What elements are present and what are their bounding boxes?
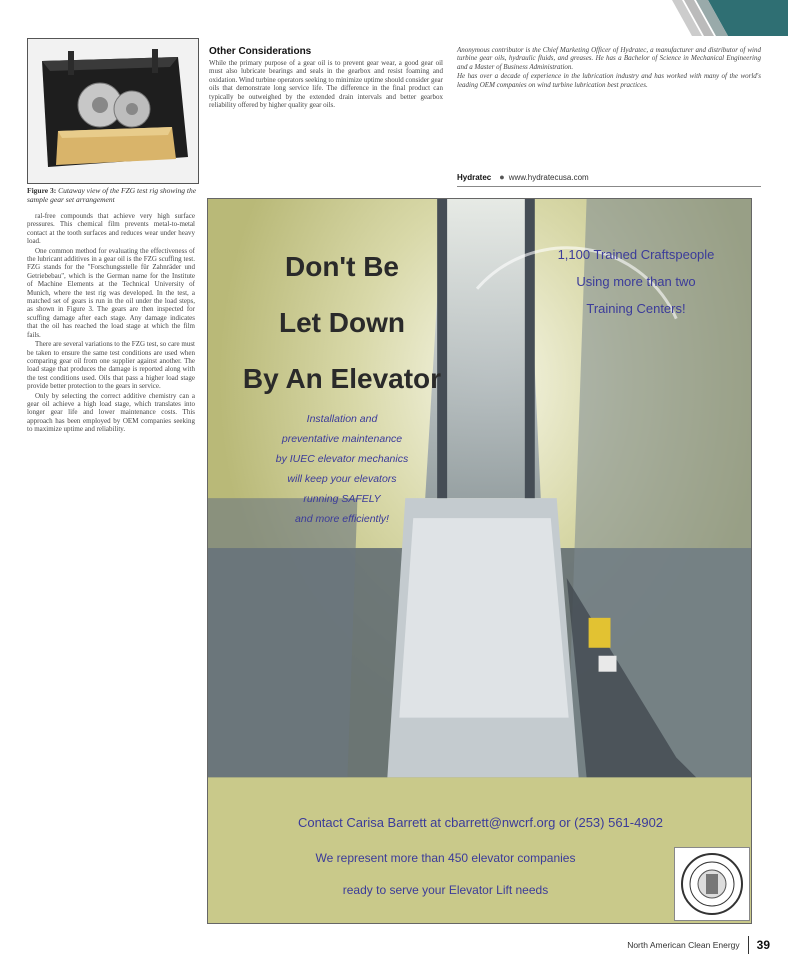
left-paragraph: There are several variations to the FZG test, so care must be taken to ensure the same test conditions are used when comparing gear oil from one supplier against another. The load stage that produces the damage is reported along with the test conditions used. Oils that pass a higher load stage provide better protection to the gears in service. (27, 340, 195, 391)
ad-training-callout (526, 241, 746, 322)
left-paragraph: Only by selecting the correct additive chemistry can a gear oil achieve a high load stage, which translates into longer gear life and lower maintenance costs. This approach has been employed by OEM companies seeking to maximize uptime and reliability. (27, 391, 195, 434)
figure-caption-text: Cutaway view of the FZG test rig showing the sample gear set arrangement (27, 186, 197, 204)
elevator-advertisement (207, 198, 752, 924)
section-heading: Other Considerations (209, 46, 312, 57)
figure-fzg-rig (27, 38, 199, 184)
left-article-column (27, 212, 195, 927)
ad-subtext-line: and more efficiently! (295, 513, 389, 525)
fzg-test-rig-illustration (28, 39, 198, 183)
ad-callout-line: Training Centers! (586, 301, 686, 316)
ad-callout-line: Using more than two (576, 274, 696, 289)
figure-caption-label: Figure 3: (27, 186, 57, 195)
hydratec-credit (457, 172, 761, 182)
author-bio-column (457, 46, 761, 90)
seal-emblem-icon (680, 852, 744, 916)
divider (457, 186, 761, 187)
ad-subtext-line: Installation and (306, 413, 378, 425)
bio-paragraph: Anonymous contributor is the Chief Marketing Officer of Hydratec, a manufacturer and distributor of wind turbine gear oils, hydraulic fluids, and greases. He has a Bachelor of Science in Mechanical Engineering and a Master of Business Administration. (457, 46, 761, 71)
ad-represent-line: We represent more than 450 elevator companies (315, 851, 576, 865)
page-number: 39 (756, 938, 770, 952)
ad-subtext-line: by IUEC elevator mechanics (275, 453, 409, 465)
bio-paragraph: He has over a decade of experience in the lubrication industry and has worked with many of the world's leading OEM companies on wind turbine lubrication best practices. (457, 72, 761, 89)
ad-callout-line: 1,100 Trained Craftspeople (557, 247, 715, 262)
figure-caption (27, 186, 203, 204)
ad-headline-line: Let Down (279, 307, 405, 338)
ad-ready-line: ready to serve your Elevator Lift needs (342, 883, 549, 897)
left-paragraph: One common method for evaluating the effectiveness of the lubricant additives in a gear oil is the FZG scuffing test. FZG stands for the "Forschungsstelle für Zahnräder und Getriebebau", which is the German name for the Institute of Machine Elements at the Technical University of Munich, where the test rig was developed. In the test, a matched set of gears is run in the oil under the load steps, as shown in Figure 3. The gears are then inspected for scuffing damage after each stage. Any damage indicates that the oil has reached the load stage at which the film fails. (27, 246, 195, 339)
globe-icon: ● (499, 172, 505, 182)
union-seal-logo (674, 847, 750, 921)
magazine-name: North American Clean Energy (627, 940, 740, 950)
section-body: While the primary purpose of a gear oil is to prevent gear wear, a good gear oil must also lubricate bearings and seals in the gearbox and resist foaming and oxidation. Wind turbine operators seeking to minimize uptime should consider gear oils that demonstrate long service life. The difference in the final product can typically be outweighed by the extended drain intervals and better gearbox reliability offered by higher quality gear oils. (209, 59, 443, 110)
ad-subtext-line: preventative maintenance (281, 433, 403, 445)
ad-contact-line: Contact Carisa Barrett at cbarrett@nwcrf.org or (253) 561-4902 (297, 815, 664, 830)
ad-headline (212, 239, 472, 407)
ad-headline-line: By An Elevator (242, 363, 442, 394)
left-paragraph: ral-free compounds that achieve very high surface pressures. This chemical film prevents metal-to-metal contact at the tooth surfaces and reduces wear under heavy load. (27, 212, 195, 246)
corner-chevron-decoration (668, 0, 788, 36)
middle-article-column (209, 46, 443, 109)
ad-subtext-line: running SAFELY (303, 493, 381, 505)
ad-subtext-line: will keep your elevators (287, 473, 397, 485)
hydratec-logo-text: Hydratec (457, 172, 492, 182)
page-footer (627, 930, 788, 960)
ad-subtext (242, 409, 442, 529)
footer-divider (748, 936, 749, 954)
ad-headline-line: Don't Be (285, 251, 399, 282)
hydratec-url-link[interactable]: www.hydratecusa.com (508, 172, 589, 182)
